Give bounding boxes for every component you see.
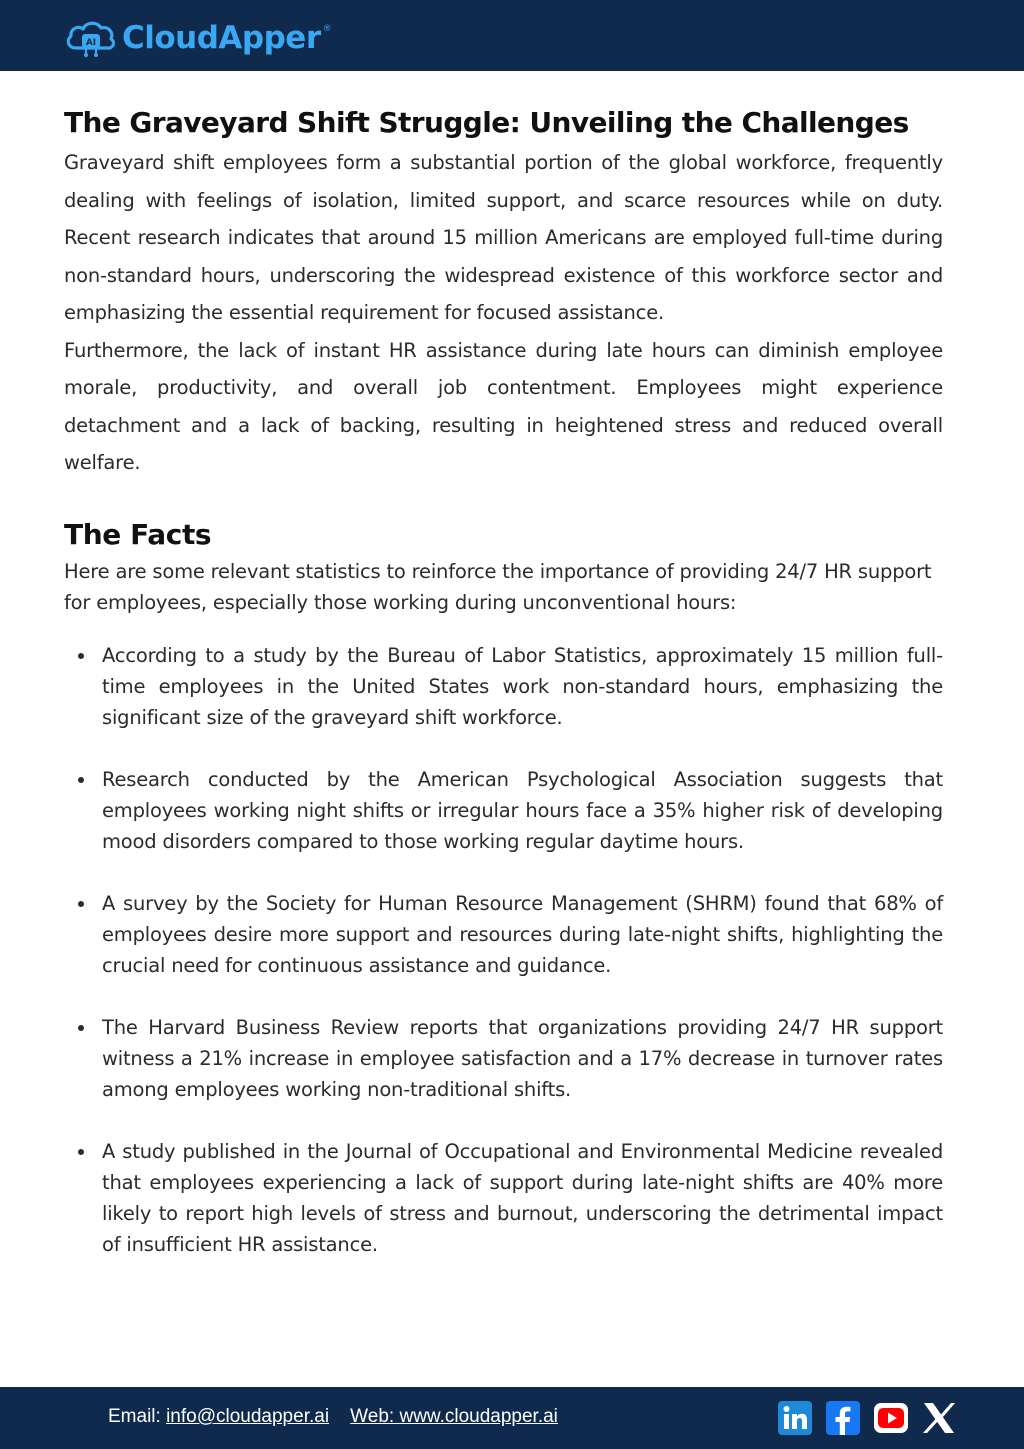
paragraph-furthermore: Furthermore, the lack of instant HR assistance during late hours can diminish employee morale, productivity, and overall job contentment. Employees might experience detachment and a lack of backing, resulting in heightened stress and reduced overall welfare. (64, 338, 943, 474)
list-item (64, 640, 943, 733)
fact-text: A survey by the Society for Human Resource Management (SHRM) found that 68% of employees desire more support and resources during late-night shifts, highlighting the crucial need for continuous assistance and guidance. (102, 891, 943, 977)
section-title-challenges: The Graveyard Shift Struggle: Unveiling the Challenges (64, 106, 909, 139)
bullet-icon (78, 1025, 84, 1031)
email-link[interactable]: info@cloudapper.ai (166, 1406, 330, 1427)
bullet-icon (78, 1149, 84, 1155)
registered-mark: ® (322, 24, 332, 34)
brand-logo[interactable] (64, 18, 332, 58)
list-item (64, 1012, 943, 1105)
fact-text: Research conducted by the American Psychological Association suggests that employees working night shifts or irregular hours face a 35% higher risk of developing mood disorders compared to those working regular daytime hours. (102, 767, 943, 853)
email-label: Email: (108, 1406, 161, 1427)
list-item (64, 1136, 943, 1260)
fact-text: According to a study by the Bureau of Labor Statistics, approximately 15 million full-time employees in the United States work non-standard hours, emphasizing the significant size of the graveyard shift workforce. (102, 643, 943, 729)
web-link[interactable] (350, 1406, 558, 1427)
facts-intro: Here are some relevant statistics to reinforce the importance of providing 24/7 HR support for employees, especially those working during unconventional hours: (64, 559, 932, 614)
logo-badge-text: AI (85, 38, 97, 48)
fact-text: The Harvard Business Review reports that organizations providing 24/7 HR support witness a 21% increase in employee satisfaction and a 17% decrease in turnover rates among employees working non-traditional shifts. (102, 1015, 943, 1101)
bullet-icon (78, 901, 84, 907)
fact-text: A study published in the Journal of Occupational and Environmental Medicine revealed that employees experiencing a lack of support during late-night shifts are 40% more likely to report high levels of stress and burnout, underscoring the detrimental impact of insufficient HR assistance. (102, 1139, 943, 1256)
web-label: Web: (350, 1406, 395, 1427)
bullet-icon (78, 653, 84, 659)
main-content (64, 102, 943, 1291)
footer-contact (108, 1404, 558, 1430)
paragraph-intro: Graveyard shift employees form a substantial portion of the global workforce, frequently dealing with feelings of isolation, limited support, and scarce resources while on duty. Recent research indicates that around 15 million Americans are employed full-time during non-standard hours, underscoring the widespread existence of this workforce sector and emphasizing the essential requirement for focused assistance. (64, 151, 943, 324)
linkedin-icon[interactable] (776, 1399, 814, 1437)
footer-bar (0, 1387, 1024, 1449)
cloud-ai-logo-icon (64, 18, 118, 58)
social-links (776, 1399, 968, 1437)
brand-name: CloudApper (122, 20, 321, 56)
facts-list (64, 640, 943, 1260)
header-bar (0, 0, 1024, 71)
youtube-icon[interactable] (872, 1399, 910, 1437)
section-title-facts: The Facts (64, 517, 212, 551)
x-icon[interactable] (920, 1399, 958, 1437)
bullet-icon (78, 777, 84, 783)
list-item (64, 888, 943, 981)
list-item (64, 764, 943, 857)
web-url: www.cloudapper.ai (399, 1406, 558, 1427)
facebook-icon[interactable] (824, 1399, 862, 1437)
